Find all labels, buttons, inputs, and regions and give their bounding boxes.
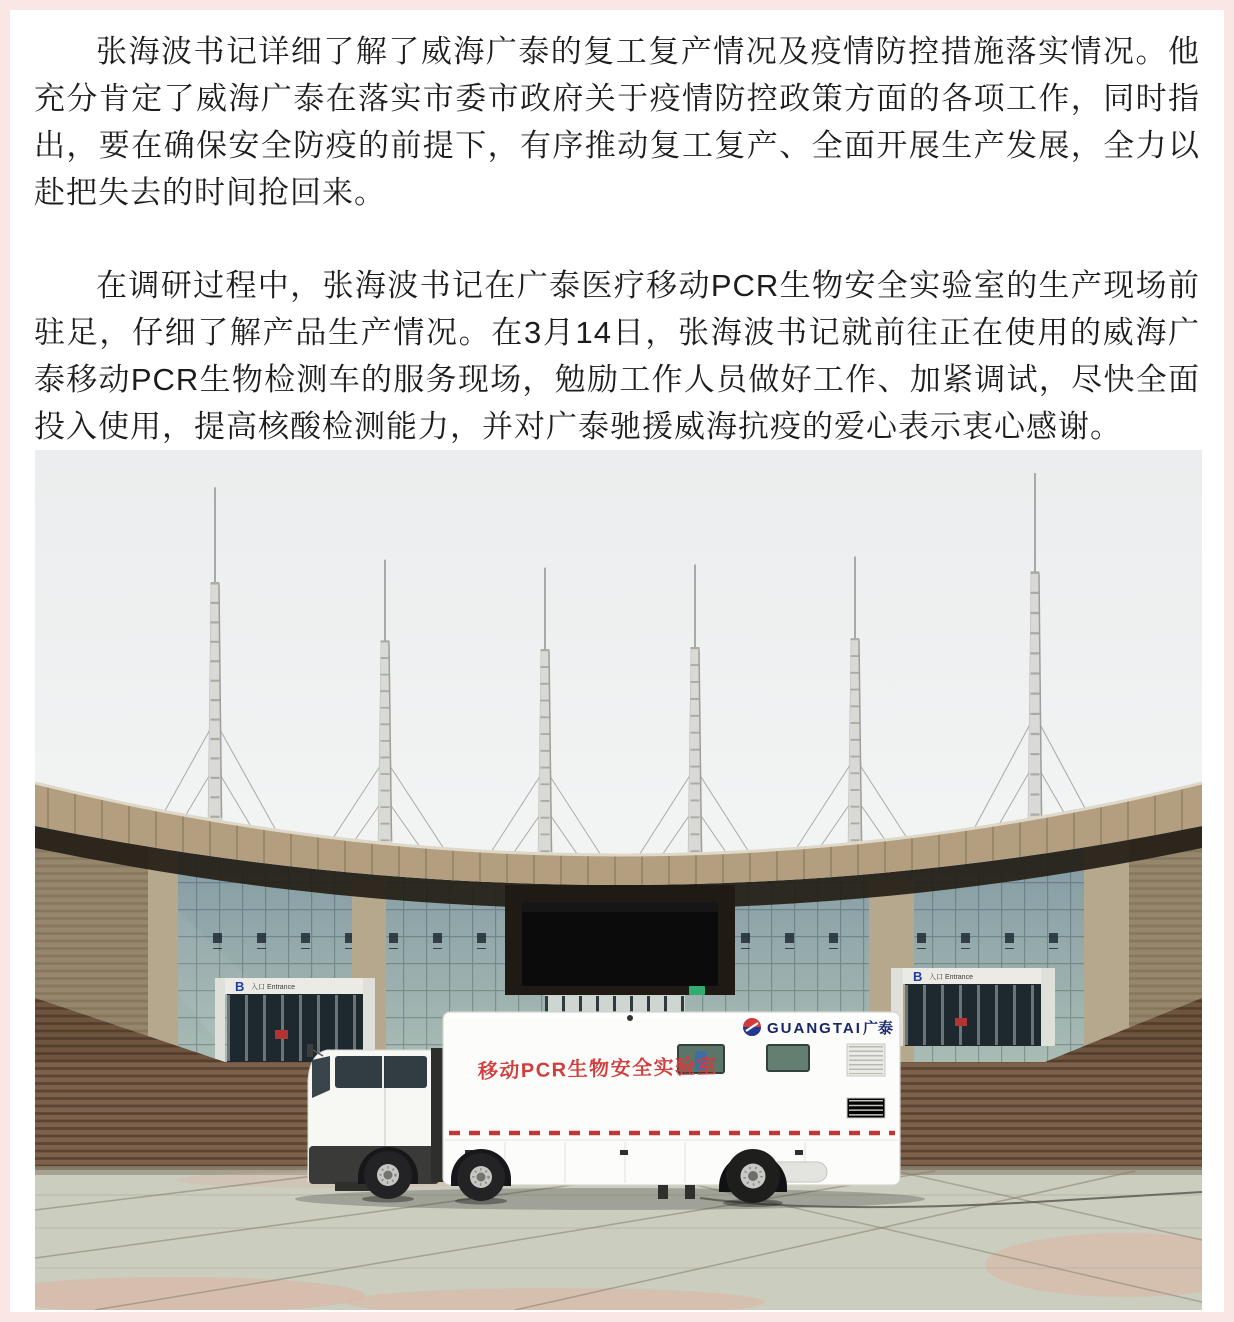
door-notice bbox=[955, 1018, 967, 1026]
led-screen bbox=[505, 885, 735, 995]
truck-side-label: 移动PCR生物安全实验室 bbox=[477, 1055, 719, 1083]
entrance-sign-letter: B bbox=[913, 969, 923, 984]
cab-side-window bbox=[335, 1056, 427, 1088]
entrance-sign-text: 入口 Entrance bbox=[929, 974, 973, 981]
truck-box bbox=[443, 1012, 900, 1185]
entrance-right bbox=[891, 968, 1055, 1046]
exit-sign bbox=[689, 986, 705, 995]
brand-en: GUANGTAI bbox=[767, 1020, 862, 1037]
photo-scene bbox=[35, 450, 1202, 1310]
entrance-sign-letter: B bbox=[235, 979, 245, 994]
article-photo bbox=[35, 450, 1202, 1310]
article-paragraph: 在调研过程中，张海波书记在广泰医疗移动PCR生物安全实验室的生产现场前驻足，仔细了解产品生产情况。在3月14日，张海波书记就前往正在使用的威海广泰移动PCR生物检测车的服务现场，勉励工作人员做好工作、加紧调试，尽快全面投入使用，提高核酸检测能力，并对广泰驰援威海抗疫的爱心表示衷心感谢。 bbox=[34, 268, 1200, 444]
side-mirror bbox=[307, 1044, 313, 1057]
pavement bbox=[35, 1166, 1202, 1310]
roof-vent-dot bbox=[627, 1015, 633, 1021]
entrance-left bbox=[215, 978, 375, 1062]
door-notice bbox=[275, 1030, 288, 1039]
article-body bbox=[10, 10, 1224, 450]
article-card bbox=[10, 10, 1224, 1312]
article-paragraph: 张海波书记详细了解了威海广泰的复工复产情况及疫情防控措施落实情况。他充分肯定了威海广泰在落实市委市政府关于疫情防控政策方面的各项工作，同时指出，要在确保安全防疫的前提下，有序推动复工复产、全面开展生产发展，全力以赴把失去的时间抢回来。 bbox=[34, 34, 1200, 210]
brand-cn: 广泰 bbox=[863, 1020, 894, 1037]
lab-window bbox=[767, 1045, 809, 1071]
entrance-sign-text: 入口 Entrance bbox=[251, 984, 295, 991]
stone-pier bbox=[1084, 840, 1129, 1062]
